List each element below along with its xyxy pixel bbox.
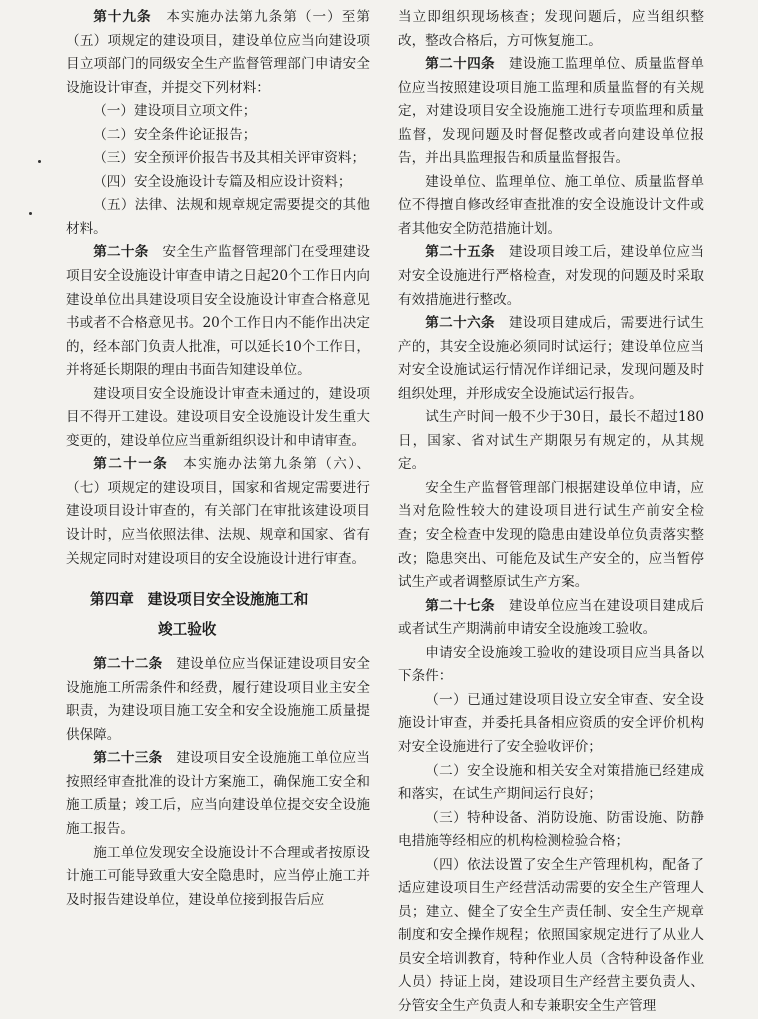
article-24: 第二十四条 建设施工监理单位、质量监督单位应当按照建设项目施工监理和质量监督的有关规定，对建设项目安全设施施工进行专项监理和质量监督，发现问题及时督促整改或者向建设单位报告，并出具监理报告和质量监督报告。 <box>398 56 705 167</box>
article-number: 第十九条 <box>93 9 152 25</box>
article-19: 第十九条 本实施办法第九条第（一）至第（五）项规定的建设项目，建设单位应当向建设项目立项部门的同级安全生产监督管理部门申请安全设施设计审查，并提交下列材料： <box>66 9 371 96</box>
article-23: 第二十三条 建设项目安全设施施工单位应当按照经审查批准的设计方案施工，确保施工安全和施工质量；竣工后，应当向建设单位提交安全设施施工报告。 <box>66 750 371 837</box>
list-item: （二）安全设施和相关安全对策措施已经建成和落实，在试生产期间运行良好； <box>398 762 704 803</box>
article-number: 第二十二条 <box>93 656 163 673</box>
right-column <box>398 6 704 1019</box>
list-item: （二）安全条件论证报告； <box>93 126 257 143</box>
article-22: 第二十二条 建设单位应当保证建设项目安全设施施工所需条件和经费，履行建设项目业主安全职责，为建设项目施工安全和安全设施施工质量提供保障。 <box>66 656 371 743</box>
list-item: （五）法律、法规和规章规定需要提交的其他材料。 <box>66 197 370 237</box>
list-item: （四）依法设置了安全生产管理机构，配备了适应建设项目生产经营活动需要的安全生产管理人员；建立、健全了安全生产责任制、安全生产规章制度和安全操作规程；依照国家规定进行了从业人员安全培训教育，特种作业人员（含特种设备作业人员）持证上岗，建设项目生产经营主要负责人、分管安全生产负责人和专兼职安全生产管理 <box>398 856 704 1014</box>
article-number: 第二十一条 <box>93 456 169 473</box>
left-column <box>66 6 370 912</box>
scan-speck <box>29 212 32 215</box>
paragraph: 试生产时间一般不少于30日，最长不超过180日，国家、省对试生产期限另有规定的，从其规定。 <box>398 409 704 473</box>
article-21: 第二十一条 本实施办法第九条第（六）、（七）项规定的建设项目，国家和省规定需要进行建设项目设计审查的，有关部门在审批该建设项目设计时，应当依照法律、法规、规章和国家、省有关规定同时对建设项目的安全设施设计进行审查。 <box>66 456 371 567</box>
article-number: 第二十六条 <box>425 315 495 332</box>
list-item: （一）建设项目立项文件； <box>93 103 257 120</box>
paragraph: 安全生产监督管理部门根据建设单位申请，应当对危险性较大的建设项目进行试生产前安全检查；安全检查中发现的隐患由建设单位负责落实整改；隐患突出、可能危及试生产安全的，应当暂停试生产或者调整原试生产方案。 <box>398 479 704 591</box>
paragraph: 施工单位发现安全设施设计不合理或者按原设计施工可能导致重大安全隐患时，应当停止施工并及时报告建设单位，建设单位接到报告后应 <box>66 844 370 908</box>
article-26: 第二十六条 建设项目建成后，需要进行试生产的，其安全设施必须同时试运行；建设单位应当对安全设施试运行情况作详细记录，发现问题及时组织处理，并形成安全设施试运行报告。 <box>398 315 705 402</box>
article-number: 第二十四条 <box>425 56 495 73</box>
article-number: 第二十七条 <box>425 597 495 614</box>
paragraph: 建设项目安全设施设计审查未通过的，建设项目不得开工建设。建设项目安全设施设计发生重大变更的，建设单位应当重新组织设计和申请审查。 <box>66 385 370 449</box>
paragraph-continued: 当立即组织现场核查；发现问题后，应当组织整改，整改合格后，方可恢复施工。 <box>398 9 704 49</box>
article-number: 第二十五条 <box>425 244 495 261</box>
article-27: 第二十七条 建设单位应当在建设项目建成后或者试生产期满前申请安全设施竣工验收。 <box>398 597 705 638</box>
list-item: （四）安全设施设计专篇及相应设计资料； <box>93 173 352 190</box>
list-item: （三）特种设备、消防设施、防雷设施、防静电措施等经相应的机构检测检验合格； <box>398 809 704 850</box>
paragraph: 建设单位、监理单位、施工单位、质量监督单位不得擅自修改经审查批准的安全设施设计文件或者其他安全防范措施计划。 <box>398 173 704 237</box>
scan-speck <box>38 160 41 163</box>
article-25: 第二十五条 建设项目竣工后，建设单位应当对安全设施进行严格检查，对发现的问题及时采取有效措施进行整改。 <box>398 244 705 308</box>
article-number: 第二十三条 <box>93 750 163 767</box>
paragraph: 申请安全设施竣工验收的建设项目应当具备以下条件： <box>398 644 704 685</box>
list-item: （三）安全预评价报告书及其相关评审资料； <box>93 150 366 167</box>
article-20: 第二十条 安全生产监督管理部门在受理建设项目安全设施设计审查申请之日起20个工作日内向建设单位出具建设项目安全设施设计审查合格意见书或者不合格意见书。20个工作日内不能作出决定的，经本部门负责人批准，可以延长10个工作日，并将延长期限的理由书面告知建设单位。 <box>66 244 371 379</box>
chapter-heading: 第四章 建设项目安全设施施工和 竣工验收 <box>90 591 309 639</box>
list-item: （一）已通过建设项目设立安全审查、安全设施设计审查，并委托具备相应资质的安全评价机构对安全设施进行了安全验收评价； <box>398 691 704 755</box>
article-number: 第二十条 <box>93 244 149 261</box>
